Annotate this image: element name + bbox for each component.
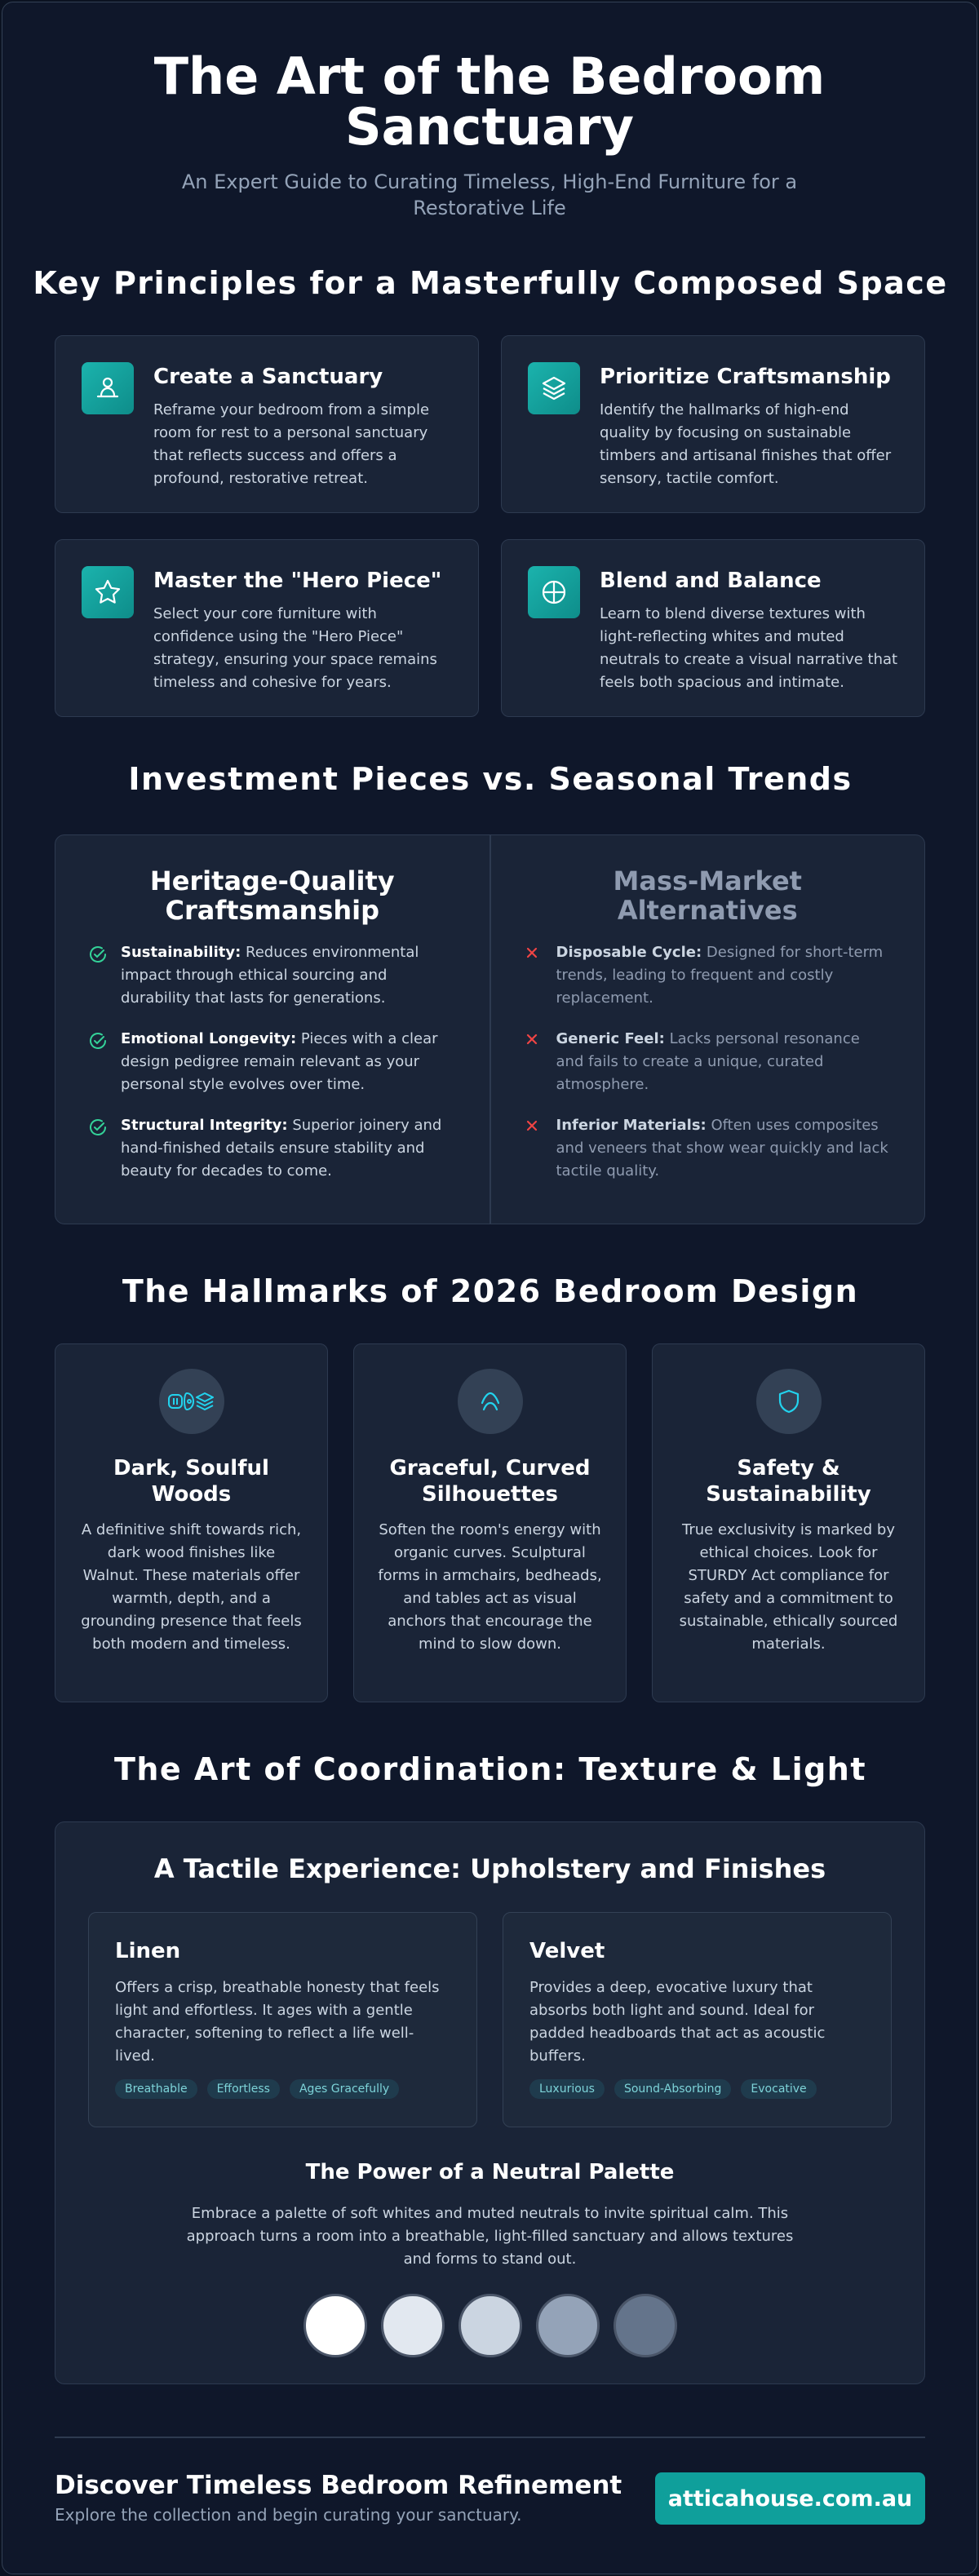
tag: Ages Gracefully	[290, 2079, 399, 2099]
check-circle-icon	[88, 941, 121, 1010]
principle-text: Learn to blend diverse textures with light-reflecting whites and muted neutrals to create a visual narrative that feels both spacious and intimate.	[600, 605, 898, 691]
color-swatch	[536, 2294, 600, 2357]
hallmark-card	[55, 1343, 328, 1702]
star-icon	[82, 566, 134, 618]
tag: Effortless	[207, 2079, 280, 2099]
principle-title: Create a Sanctuary	[153, 365, 383, 389]
page-title: The Art of the Bedroom Sanctuary	[153, 46, 826, 157]
texture-title: Linen	[115, 1939, 181, 1963]
principle-card	[501, 335, 925, 513]
tag: Breathable	[115, 2079, 197, 2099]
principle-title: Blend and Balance	[600, 569, 822, 593]
footer-title: Discover Timeless Bedroom Refinement	[55, 2471, 622, 2500]
principle-title: Prioritize Craftsmanship	[600, 365, 891, 389]
principle-title: Master the "Hero Piece"	[153, 569, 442, 593]
curve-icon	[458, 1369, 523, 1434]
cross-icon	[524, 941, 556, 1010]
coordination-subtitle: A Tactile Experience: Upholstery and Finishes	[153, 1853, 826, 1884]
item-label: Inferior Materials:	[556, 1117, 707, 1134]
hallmark-text: True exclusivity is marked by ethical choices. Look for STURDY Act compliance for safety and a commitment to sustainable, ethically sourced materials.	[679, 1521, 898, 1653]
wood-materials-icon	[159, 1369, 224, 1434]
item-label: Structural Integrity:	[121, 1117, 288, 1134]
investment-heading: Heritage-Quality Craftsmanship	[149, 865, 395, 926]
hallmark-title: Safety & Sustainability	[706, 1456, 871, 1507]
tag-list	[115, 2079, 450, 2099]
list-item	[88, 1114, 457, 1183]
footer	[55, 2437, 925, 2525]
tag: Sound-Absorbing	[614, 2079, 731, 2099]
principle-card	[55, 335, 479, 513]
texture-title: Velvet	[529, 1939, 605, 1963]
comparison-panel	[55, 834, 925, 1224]
neutral-text: Embrace a palette of soft whites and muted neutrals to invite spiritual calm. This approach turns a room into a breathable, light-filled sanctuary and allows textures and forms to stand out.	[186, 2205, 794, 2268]
neutral-palette	[88, 2160, 892, 2357]
check-circle-icon	[88, 1028, 121, 1096]
coordination-title: The Art of Coordination: Texture & Light	[113, 1751, 867, 1787]
cross-icon	[524, 1028, 556, 1096]
list-item	[524, 941, 893, 1010]
principle-text: Identify the hallmarks of high-end quality by focusing on sustainable timbers and artisanal finishes that offer sensory, tactile comfort.	[600, 401, 892, 487]
mass-market-column	[491, 835, 925, 1224]
list-item	[88, 941, 457, 1010]
swatch-row	[88, 2294, 892, 2357]
tag-list	[529, 2079, 865, 2099]
item-text: Pieces with a clear design pedigree remain relevant as your personal style evolves over time.	[121, 1030, 438, 1093]
check-circle-icon	[88, 1114, 121, 1183]
principles-title: Key Principles for a Masterfully Composed Space	[33, 265, 948, 301]
item-text: Often uses composites and veneers that show wear quickly and lack tactile quality.	[556, 1117, 888, 1180]
shield-icon	[756, 1369, 822, 1434]
crosshair-circle-icon	[528, 566, 580, 618]
texture-text: Offers a crisp, breathable honesty that feels light and effortless. It ages with a gentle character, softening to reflect a life well-lived.	[115, 1979, 440, 2065]
investment-column	[55, 835, 491, 1224]
item-label: Emotional Longevity:	[121, 1030, 297, 1047]
footer-subtitle: Explore the collection and begin curating your sanctuary.	[55, 2505, 522, 2525]
item-label: Disposable Cycle:	[556, 944, 702, 961]
tag: Evocative	[741, 2079, 816, 2099]
item-text: Reduces environmental impact through ethical sourcing and durability that lasts for generations.	[121, 944, 419, 1007]
hero	[2, 2, 977, 221]
texture-card-velvet	[503, 1912, 892, 2127]
principle-text: Reframe your bedroom from a simple room for rest to a personal sanctuary that reflects success and offers a profound, restorative retreat.	[153, 401, 430, 487]
hallmarks-title: The Hallmarks of 2026 Bedroom Design	[122, 1273, 859, 1309]
item-text: Lacks personal resonance and fails to create a unique, curated atmosphere.	[556, 1030, 860, 1093]
hallmark-card	[353, 1343, 627, 1702]
hallmark-card	[652, 1343, 925, 1702]
principle-card	[501, 539, 925, 717]
item-text: Designed for short-term trends, leading to frequent and costly replacement.	[556, 944, 884, 1007]
list-item	[88, 1028, 457, 1096]
tag: Luxurious	[529, 2079, 605, 2099]
cross-icon	[524, 1114, 556, 1183]
item-text: Superior joinery and hand-finished details ensure stability and beauty for decades to come.	[121, 1117, 442, 1180]
principles-grid	[55, 335, 925, 717]
hallmark-title: Dark, Soulful Woods	[113, 1456, 269, 1507]
texture-cards	[88, 1912, 892, 2127]
page-subtitle: An Expert Guide to Curating Timeless, High-End Furniture for a Restorative Life	[181, 170, 798, 219]
person-rest-icon	[82, 362, 134, 414]
item-label: Generic Feel:	[556, 1030, 665, 1047]
hallmark-text: A definitive shift towards rich, dark wood finishes like Walnut. These materials offer warmth, depth, and a grounding presence that feels both modern and timeless.	[81, 1521, 302, 1653]
neutral-title: The Power of a Neutral Palette	[305, 2160, 675, 2184]
color-swatch	[381, 2294, 445, 2357]
color-swatch	[303, 2294, 367, 2357]
item-label: Sustainability:	[121, 944, 241, 961]
color-swatch	[614, 2294, 677, 2357]
hallmark-text: Soften the room's energy with organic curves. Sculptural forms in armchairs, bedheads, and tables act as visual anchors that encourage the mind to slow down.	[378, 1521, 602, 1653]
texture-text: Provides a deep, evocative luxury that absorbs both light and sound. Ideal for padded headboards that act as acoustic buffers.	[529, 1979, 826, 2065]
principle-text: Select your core furniture with confidence using the "Hero Piece" strategy, ensuring your space remains timeless and cohesive for years.	[153, 605, 437, 691]
mass-market-heading: Mass-Market Alternatives	[613, 865, 802, 926]
hallmark-title: Graceful, Curved Silhouettes	[389, 1456, 591, 1507]
infographic-page	[2, 2, 977, 2574]
coordination-panel	[55, 1821, 925, 2384]
texture-card-linen	[88, 1912, 477, 2127]
website-link-button[interactable]: atticahouse.com.au	[655, 2472, 925, 2525]
layers-icon	[528, 362, 580, 414]
list-item	[524, 1028, 893, 1096]
color-swatch	[458, 2294, 522, 2357]
list-item	[524, 1114, 893, 1183]
principle-card	[55, 539, 479, 717]
compare-title: Investment Pieces vs. Seasonal Trends	[128, 761, 853, 797]
hallmarks-row	[55, 1343, 925, 1702]
